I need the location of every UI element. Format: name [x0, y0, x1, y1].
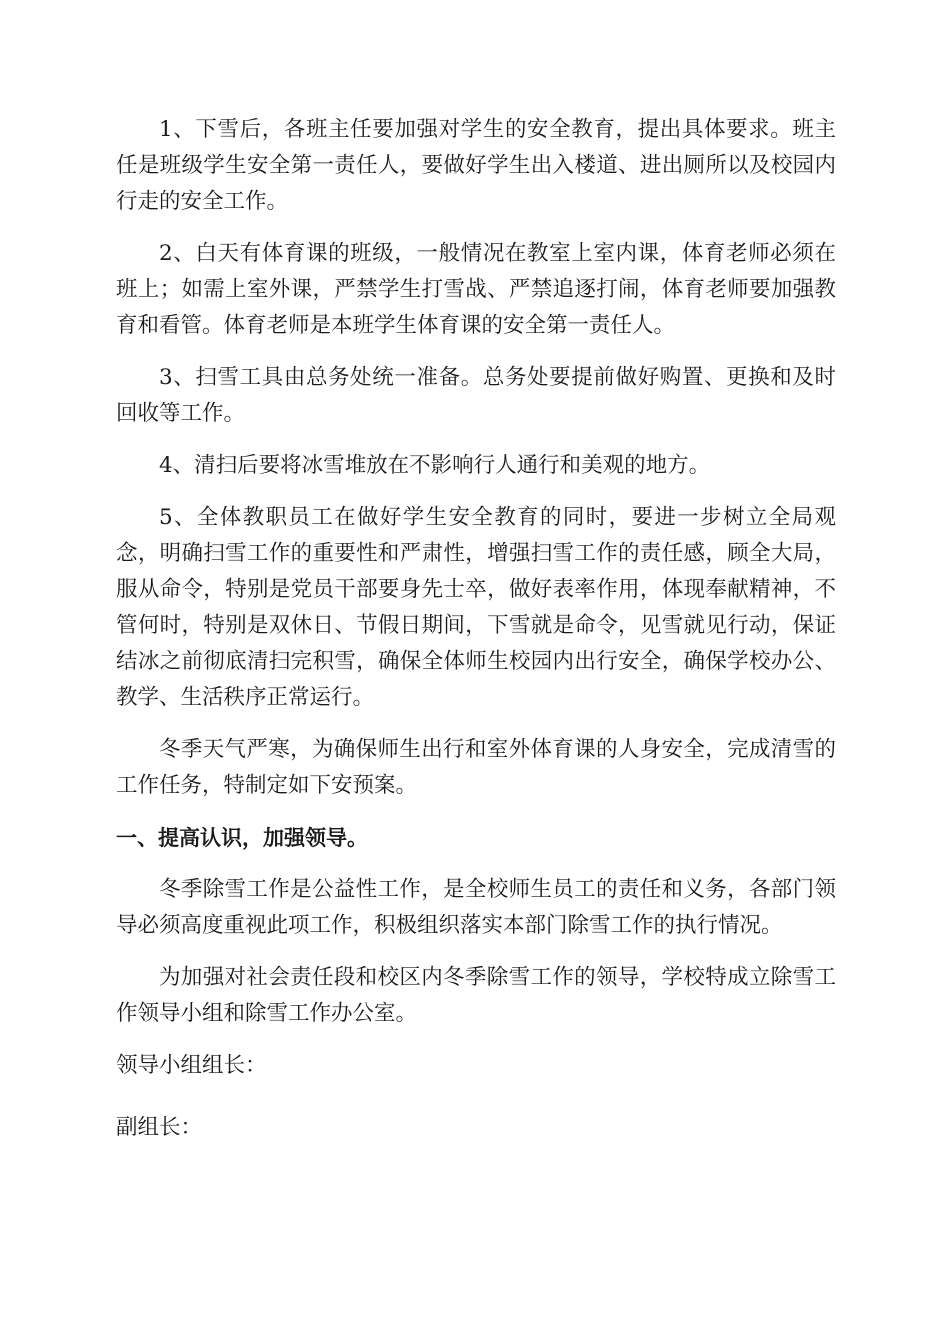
paragraph-4: 4、清扫后要将冰雪堆放在不影响行人通行和美观的地方。: [159, 453, 711, 478]
paragraph-6: 冬季天气严寒，为确保师生出行和室外体育课的人身安全，完成清雪的工作任务，特制定如下安预案。: [116, 737, 836, 798]
paragraph-8: 为加强对社会责任段和校区内冬季除雪工作的领导，学校特成立除雪工作领导小组和除雪工作办公室。: [116, 965, 836, 1026]
section-heading-1: 一、提高认识，加强领导。: [116, 826, 368, 850]
paragraph-3: 3、扫雪工具由总务处统一准备。总务处要提前做好购置、更换和及时回收等工作。: [116, 365, 836, 426]
paragraph-5: 5、全体教职员工在做好学生安全教育的同时，要进一步树立全局观念，明确扫雪工作的重要性和严肃性，增强扫雪工作的责任感，顾全大局，服从命令，特别是党员干部要身先士卒，做好表率作用，体现奉献精神，不管何时，特别是双休日、节假日期间，下雪就是命令，见雪就见行动，保证结冰之前彻底清扫完积雪，确保全体师生校园内出行安全，确保学校办公、教学、生活秩序正常运行。: [116, 505, 836, 710]
document-body: [116, 112, 836, 1162]
paragraph-2: 2、白天有体育课的班级，一般情况在教室上室内课，体育老师必须在班上；如需上室外课，严禁学生打雪战、严禁追逐打闹，体育老师要加强教育和看管。体育老师是本班学生体育课的安全第一责任人。: [116, 241, 836, 338]
paragraph-7: 冬季除雪工作是公益性工作，是全校师生员工的责任和义务，各部门领导必须高度重视此项工作，积极组织落实本部门除雪工作的执行情况。: [116, 877, 836, 938]
deputy-label: 副组长：: [116, 1115, 203, 1140]
leader-label: 领导小组组长：: [116, 1053, 267, 1078]
paragraph-1: 1、下雪后，各班主任要加强对学生的安全教育，提出具体要求。班主任是班级学生安全第一责任人，要做好学生出入楼道、进出厕所以及校园内行走的安全工作。: [116, 117, 836, 214]
